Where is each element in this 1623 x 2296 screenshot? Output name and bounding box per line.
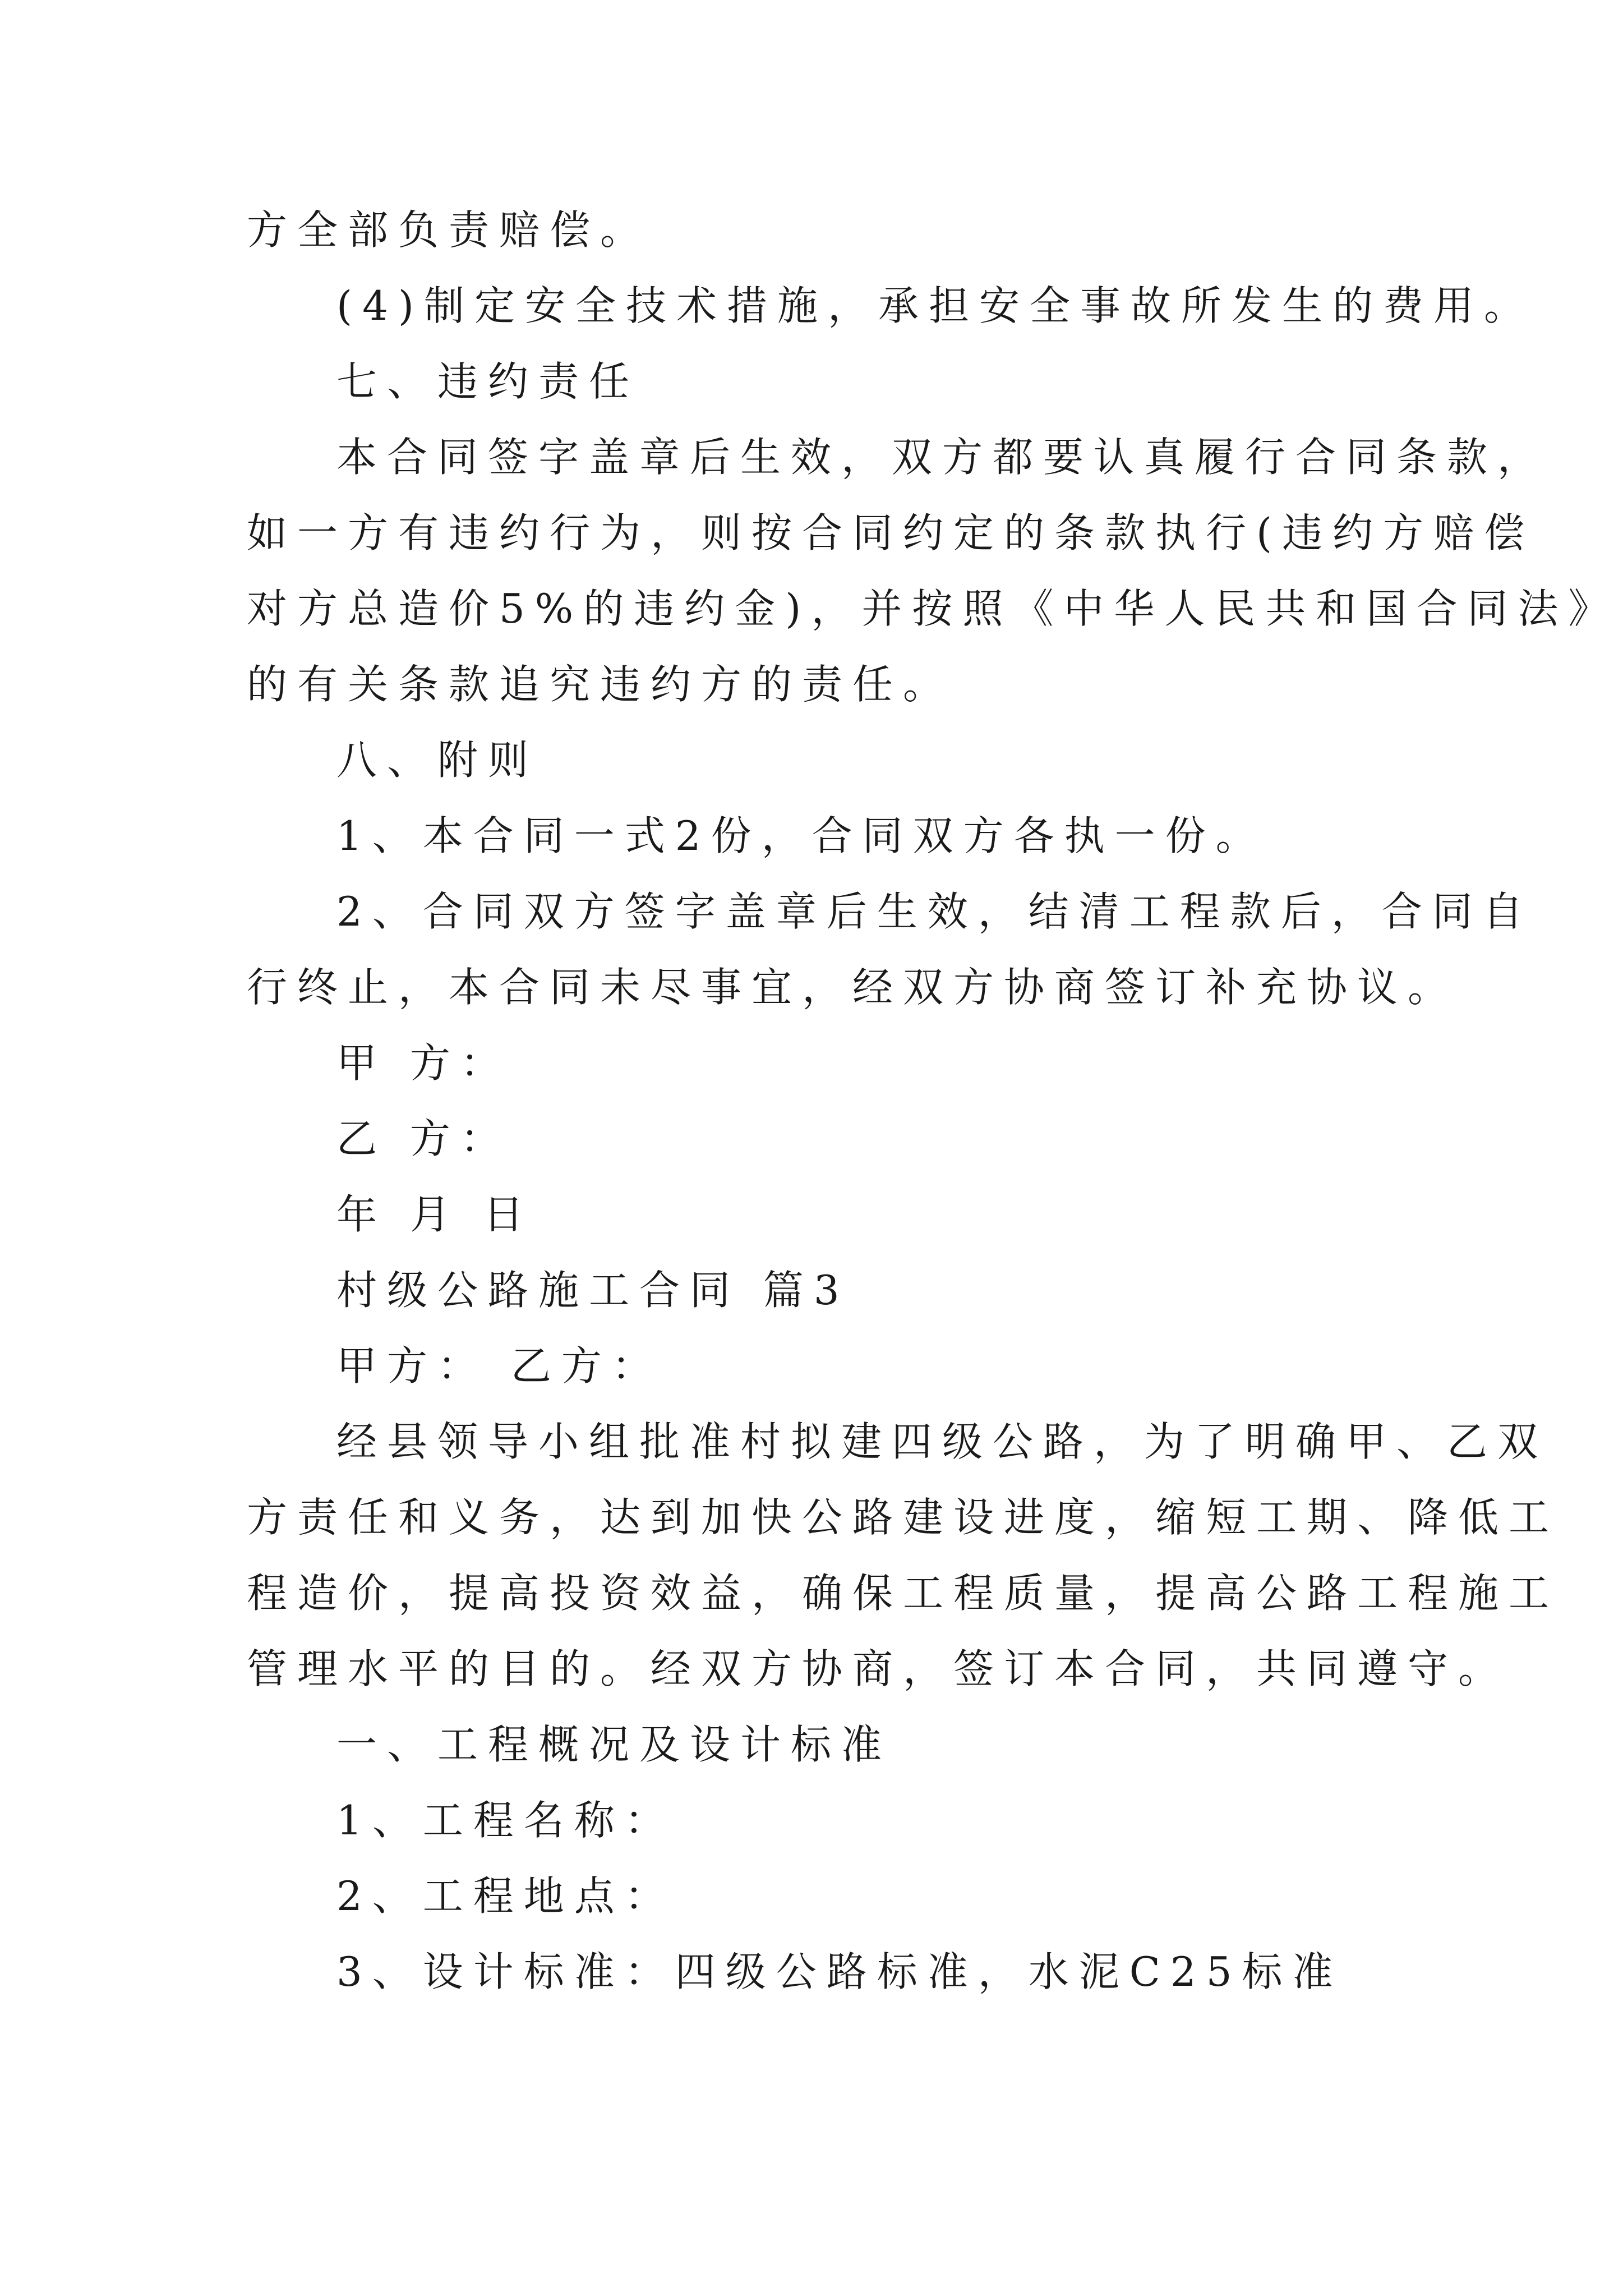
design-standard-line: 3、设计标准：四级公路标准，水泥C25标准	[336, 1948, 1343, 1995]
section-heading-breach: 七、违约责任	[336, 358, 640, 405]
text-line-17: 经县领导小组批准村拟建四级公路，为了明确甲、乙双	[336, 1418, 1548, 1465]
text-line-2: (4)制定安全技术措施，承担安全事故所发生的费用。	[336, 282, 1534, 329]
text-line-6: 对方总造价5%的违约金)，并按照《中华人民共和国合同法》	[247, 585, 1619, 632]
party-b-label: 乙 方：	[336, 1115, 511, 1162]
text-line-1: 方全部负责赔偿。	[247, 206, 651, 254]
text-line-10: 2、合同双方签字盖章后生效，结清工程款后，合同自	[336, 888, 1533, 935]
text-line-18: 方责任和义务，达到加快公路建设进度，缩短工期、降低工	[247, 1494, 1560, 1541]
party-a-label: 甲 方：	[336, 1039, 511, 1087]
parties-label: 甲方： 乙方：	[336, 1342, 662, 1389]
section-heading-overview: 一、工程概况及设计标准	[336, 1721, 892, 1768]
text-line-20: 管理水平的目的。经双方协商，签订本合同，共同遵守。	[247, 1645, 1509, 1692]
text-line-9: 1、本合同一式2份，合同双方各执一份。	[336, 812, 1266, 859]
text-line-7: 的有关条款追究违约方的责任。	[247, 661, 954, 708]
project-name-label: 1、工程名称：	[336, 1797, 675, 1844]
section-heading-appendix: 八、附则	[336, 737, 539, 784]
date-label: 年 月 日	[336, 1191, 534, 1238]
text-line-11: 行终止，本合同未尽事宜，经双方协商签订补充协议。	[247, 964, 1459, 1011]
text-line-19: 程造价，提高投资效益，确保工程质量，提高公路工程施工	[247, 1570, 1560, 1617]
contract-title: 村级公路施工合同 篇3	[336, 1267, 850, 1314]
text-line-4: 本合同签字盖章后生效，双方都要认真履行合同条款，	[336, 434, 1548, 481]
project-location-label: 2、工程地点：	[336, 1872, 675, 1920]
text-line-5: 如一方有违约行为，则按合同约定的条款执行(违约方赔偿	[247, 509, 1535, 556]
